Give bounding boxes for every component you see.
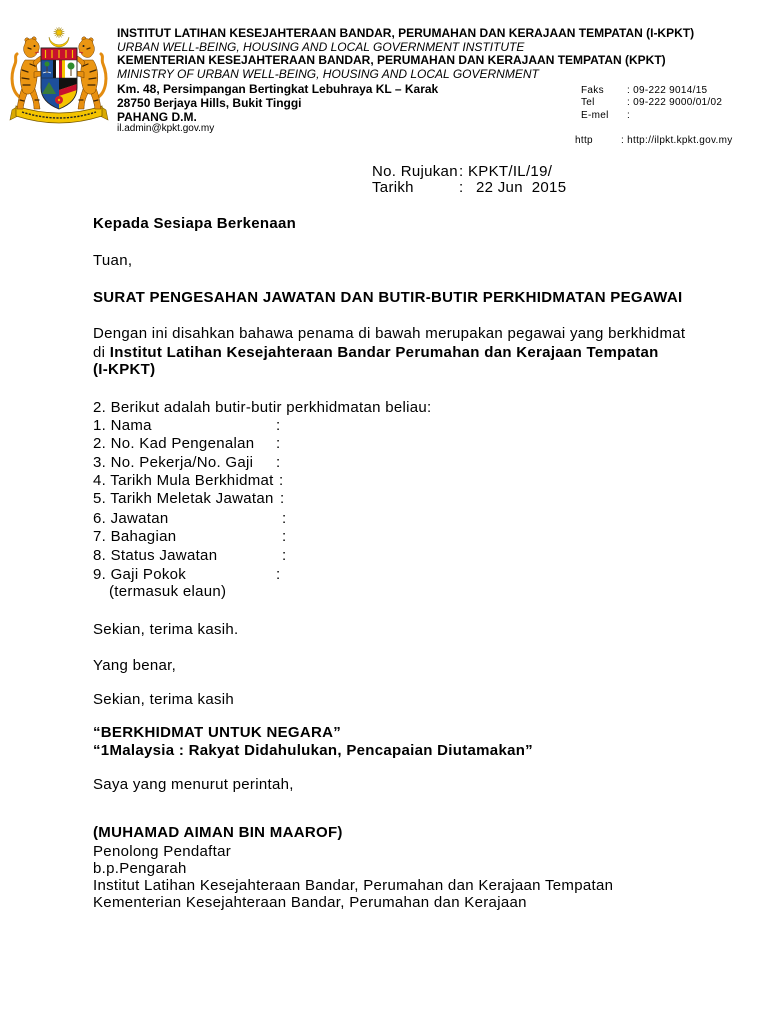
- ministry-name-english: MINISTRY OF URBAN WELL-BEING, HOUSING AND LOCAL GOVERNMENT: [117, 67, 539, 81]
- detail-label: 3. No. Pekerja/No. Gaji: [93, 454, 254, 471]
- detail-separator: :: [276, 435, 281, 452]
- detail-row: [93, 528, 393, 546]
- email-label: E-mel: [581, 110, 609, 121]
- reference-separator: :: [459, 163, 464, 180]
- detail-label: 9. Gaji Pokok: [93, 566, 187, 583]
- detail-row: [93, 435, 393, 453]
- intro-prefix: di: [93, 344, 106, 361]
- address-line-3: PAHANG D.M.: [117, 110, 197, 124]
- greeting: Tuan,: [93, 252, 133, 269]
- detail-separator: :: [276, 566, 281, 583]
- signatory-ministry: Kementerian Kesejahteraan Bandar, Perumahan dan Kerajaan: [93, 894, 527, 911]
- sign-off: Saya yang menurut perintah,: [93, 776, 294, 793]
- detail-row: [93, 566, 393, 584]
- detail-separator: :: [279, 472, 284, 489]
- tel-label: Tel: [581, 97, 595, 108]
- detail-row: [93, 472, 393, 490]
- address-line-2: 28750 Berjaya Hills, Bukit Tinggi: [117, 96, 302, 110]
- closing-regards: Yang benar,: [93, 657, 177, 674]
- crescent-star: [49, 27, 69, 47]
- email-address: il.admin@kpkt.gov.my: [117, 123, 215, 134]
- ministry-name: KEMENTERIAN KESEJAHTERAAN BANDAR, PERUMAHAN DAN KERAJAAN TEMPATAN (KPKT): [117, 53, 666, 67]
- fax-label: Faks: [581, 85, 604, 96]
- addressee: Kepada Sesiapa Berkenaan: [93, 215, 297, 232]
- right-tiger: [74, 37, 106, 109]
- date-separator: :: [459, 179, 464, 196]
- tel-value: : 09-222 9000/01/02: [627, 97, 723, 108]
- detail-row: [93, 547, 393, 565]
- motto-line-2: “1Malaysia : Rakyat Didahulukan, Pencapaian Diutamakan”: [93, 742, 533, 759]
- letter-date: 22 Jun 2015: [476, 179, 567, 196]
- intro-line-3: (I-KPKT): [93, 361, 156, 378]
- detail-separator: :: [276, 417, 281, 434]
- letter-subject: SURAT PENGESAHAN JAWATAN DAN BUTIR-BUTIR PERKHIDMATAN PEGAWAI: [93, 289, 683, 306]
- detail-row: [93, 454, 393, 472]
- institute-name-english: URBAN WELL-BEING, HOUSING AND LOCAL GOVERNMENT INSTITUTE: [117, 40, 525, 54]
- signatory-on-behalf: b.p.Pengarah: [93, 860, 187, 877]
- shield: [41, 48, 77, 110]
- detail-separator: :: [282, 528, 287, 545]
- closing-thanks: Sekian, terima kasih.: [93, 621, 239, 638]
- signatory-institute: Institut Latihan Kesejahteraan Bandar, Perumahan dan Kerajaan Tempatan: [93, 877, 614, 894]
- intro-line-2: [93, 344, 659, 362]
- motto-line-1: “BERKHIDMAT UNTUK NEGARA”: [93, 724, 342, 741]
- details-intro: 2. Berikut adalah butir-butir perkhidmatan beliau:: [93, 399, 432, 416]
- detail-separator: :: [280, 490, 285, 507]
- reference-number: KPKT/IL/19/: [468, 163, 553, 180]
- detail-row: [93, 490, 393, 508]
- signatory-position: Penolong Pendaftar: [93, 843, 232, 860]
- detail-label: 7. Bahagian: [93, 528, 177, 545]
- fax-value: : 09-222 9014/15: [627, 85, 708, 96]
- detail-label: 8. Status Jawatan: [93, 547, 218, 564]
- reference-label: No. Rujukan: [372, 163, 458, 180]
- detail-label: 4. Tarikh Mula Berkhidmat: [93, 472, 274, 489]
- institute-name: INSTITUT LATIHAN KESEJAHTERAAN BANDAR, PERUMAHAN DAN KERAJAAN TEMPATAN (I-KPKT): [117, 26, 695, 40]
- signatory-name: (MUHAMAD AIMAN BIN MAAROF): [93, 824, 343, 841]
- detail-separator: :: [276, 454, 281, 471]
- website-value: : http://ilpkt.kpkt.gov.my: [621, 135, 733, 146]
- intro-line-1: Dengan ini disahkan bahawa penama di bawah merupakan pegawai yang berkhidmat: [93, 325, 686, 342]
- email-value: :: [627, 110, 631, 121]
- website-label: http: [575, 135, 593, 146]
- detail-row: [93, 417, 393, 435]
- detail-label: 2. No. Kad Pengenalan: [93, 435, 255, 452]
- date-label: Tarikh: [372, 179, 414, 196]
- address-line-1: Km. 48, Persimpangan Bertingkat Lebuhraya KL – Karak: [117, 82, 439, 96]
- detail-row: [93, 510, 393, 528]
- detail-label: 6. Jawatan: [93, 510, 169, 527]
- detail-label: 1. Nama: [93, 417, 152, 434]
- detail-separator: :: [282, 547, 287, 564]
- details-note: (termasuk elaun): [109, 583, 227, 600]
- intro-institute-name: Institut Latihan Kesejahteraan Bandar Perumahan dan Kerajaan Tempatan: [109, 344, 659, 361]
- detail-separator: :: [282, 510, 287, 527]
- coat-of-arms-logo: [8, 18, 110, 128]
- left-tiger: [12, 37, 44, 109]
- detail-label: 5. Tarikh Meletak Jawatan: [93, 490, 274, 507]
- closing-thanks-repeat: Sekian, terima kasih: [93, 691, 235, 708]
